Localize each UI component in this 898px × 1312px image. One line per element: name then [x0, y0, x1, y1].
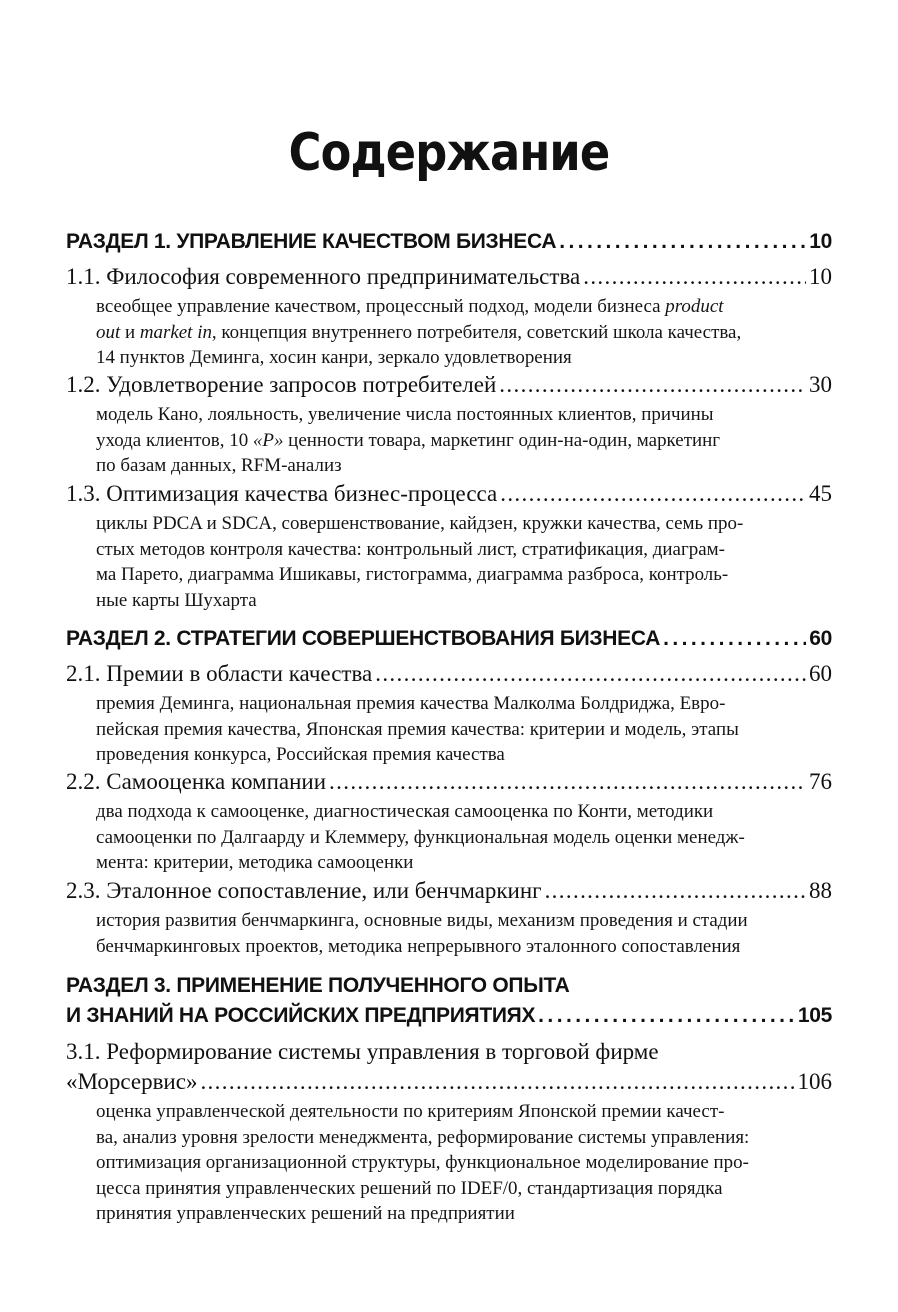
- toc-item-2-2[interactable]: [66, 767, 832, 797]
- description-line: пейская премия качества, Японская премия качества: критерии и модель, этапы: [96, 718, 739, 740]
- section-2-page: 60: [809, 627, 832, 650]
- section-3-title-line-1: РАЗДЕЛ 3. ПРИМЕНЕНИЕ ПОЛУЧЕННОГО ОПЫТА: [66, 974, 570, 997]
- section-1-page: 10: [809, 230, 832, 253]
- toc-item-3-1[interactable]: [66, 1037, 832, 1097]
- description-line: out и market in, концепция внутреннего потребителя, советский школа качества,: [96, 321, 742, 343]
- item-3-1-title-line-1: 3.1. Реформирование системы управления в торговой фирме: [66, 1039, 659, 1064]
- item-1-3-page: 45: [809, 481, 832, 506]
- item-1-2-title: 1.2. Удовлетворение запросов потребителей: [66, 372, 497, 397]
- dot-leader: [663, 624, 806, 654]
- item-2-1-description: [96, 691, 836, 768]
- description-line: премия Деминга, национальная премия качества Малколма Болдриджа, Евро-: [96, 693, 726, 714]
- section-3-title-line-2: И ЗНАНИЙ НА РОССИЙСКИХ ПРЕДПРИЯТИЯХ: [66, 1004, 536, 1027]
- toc-item-1-3[interactable]: [66, 479, 832, 509]
- item-2-3-description: [96, 908, 836, 959]
- section-1-title: РАЗДЕЛ 1. УПРАВЛЕНИЕ КАЧЕСТВОМ БИЗНЕСА: [66, 230, 557, 253]
- description-line: всеобщее управление качеством, процессный подход, модели бизнеса product: [96, 296, 724, 317]
- toc-section-1[interactable]: [66, 227, 832, 257]
- dot-leader: [545, 876, 806, 906]
- item-1-1-title: 1.1. Философия современного предпринимательства: [66, 264, 581, 289]
- item-1-2-page: 30: [809, 372, 832, 397]
- item-2-2-page: 76: [809, 769, 832, 794]
- description-line: история развития бенчмаркинга, основные виды, механизм проведения и стадии: [96, 910, 748, 931]
- toc-item-2-1[interactable]: [66, 659, 832, 689]
- item-2-1-page: 60: [809, 661, 832, 686]
- dot-leader: [329, 767, 806, 797]
- section-2-title: РАЗДЕЛ 2. СТРАТЕГИИ СОВЕРШЕНСТВОВАНИЯ БИЗНЕСА: [66, 627, 661, 650]
- description-line: самооценки по Далгаарду и Клеммеру, функциональная модель оценки менедж-: [96, 826, 745, 848]
- description-line: ухода клиентов, 10 «P» ценности товара, маркетинг один-на-один, маркетинг: [96, 429, 721, 451]
- item-2-2-title: 2.2. Самооценка компании: [66, 769, 327, 794]
- toc-item-1-2[interactable]: [66, 370, 832, 400]
- item-1-1-page: 10: [809, 264, 832, 289]
- description-line: оптимизация организационной структуры, функциональное моделирование про-: [96, 1152, 749, 1173]
- description-line: модель Кано, лояльность, увеличение числа постоянных клиентов, причины: [96, 404, 714, 425]
- item-1-1-description: [96, 294, 836, 371]
- toc-section-2[interactable]: [66, 624, 832, 654]
- description-line: 14 пунктов Деминга, хосин канри, зеркало удовлетворения: [96, 347, 572, 368]
- description-line: стых методов контроля качества: контрольный лист, стратификация, диаграм-: [96, 538, 725, 560]
- description-line: ва, анализ уровня зрелости менеджмента, реформирование системы управления:: [96, 1126, 750, 1148]
- item-1-3-description: [96, 511, 836, 613]
- item-3-1-page: 106: [797, 1069, 832, 1094]
- dot-leader: [500, 479, 806, 509]
- dot-leader: [583, 262, 806, 292]
- item-3-1-title-line-2: «Морсервис»: [66, 1069, 198, 1094]
- section-3-page: 105: [797, 1004, 832, 1027]
- page-title: Содержание: [288, 123, 610, 183]
- dot-leader: [200, 1067, 794, 1097]
- item-2-2-description: [96, 799, 836, 876]
- description-line: принятия управленческих решений на предприятии: [96, 1203, 515, 1224]
- description-line: мента: критерии, методика самооценки: [96, 852, 414, 873]
- dot-leader: [375, 659, 806, 689]
- description-line: бенчмаркинговых проектов, методика непрерывного эталонного сопоставления: [96, 935, 741, 957]
- toc-item-2-3[interactable]: [66, 876, 832, 906]
- description-line: проведения конкурса, Российская премия качества: [96, 744, 505, 765]
- dot-leader: [559, 227, 806, 257]
- description-line: по базам данных, RFM-анализ: [96, 455, 342, 476]
- item-2-3-title: 2.3. Эталонное сопоставление, или бенчмаркинг: [66, 878, 542, 903]
- toc-item-1-1[interactable]: [66, 262, 832, 292]
- description-line: ные карты Шухарта: [96, 589, 257, 611]
- description-line: ма Парето, диаграмма Ишикавы, гистограмма, диаграмма разброса, контроль-: [96, 564, 729, 585]
- item-3-1-description: [96, 1099, 836, 1227]
- toc-section-3[interactable]: [66, 971, 832, 1031]
- item-1-3-title: 1.3. Оптимизация качества бизнес-процесса: [66, 481, 498, 506]
- dot-leader: [538, 1001, 795, 1031]
- description-line: оценка управленческой деятельности по критериям Японской премии качест-: [96, 1101, 725, 1122]
- dot-leader: [499, 370, 806, 400]
- description-line: цесса принятия управленческих решений по IDEF/0, стандартизация порядка: [96, 1177, 723, 1199]
- description-line: два подхода к самооценке, диагностическая самооценка по Конти, методики: [96, 801, 714, 822]
- item-2-3-page: 88: [809, 878, 832, 903]
- item-2-1-title: 2.1. Премии в области качества: [66, 661, 373, 686]
- description-line: циклы PDCA и SDCA, совершенствование, кайдзен, кружки качества, семь про-: [96, 513, 744, 534]
- item-1-2-description: [96, 402, 836, 479]
